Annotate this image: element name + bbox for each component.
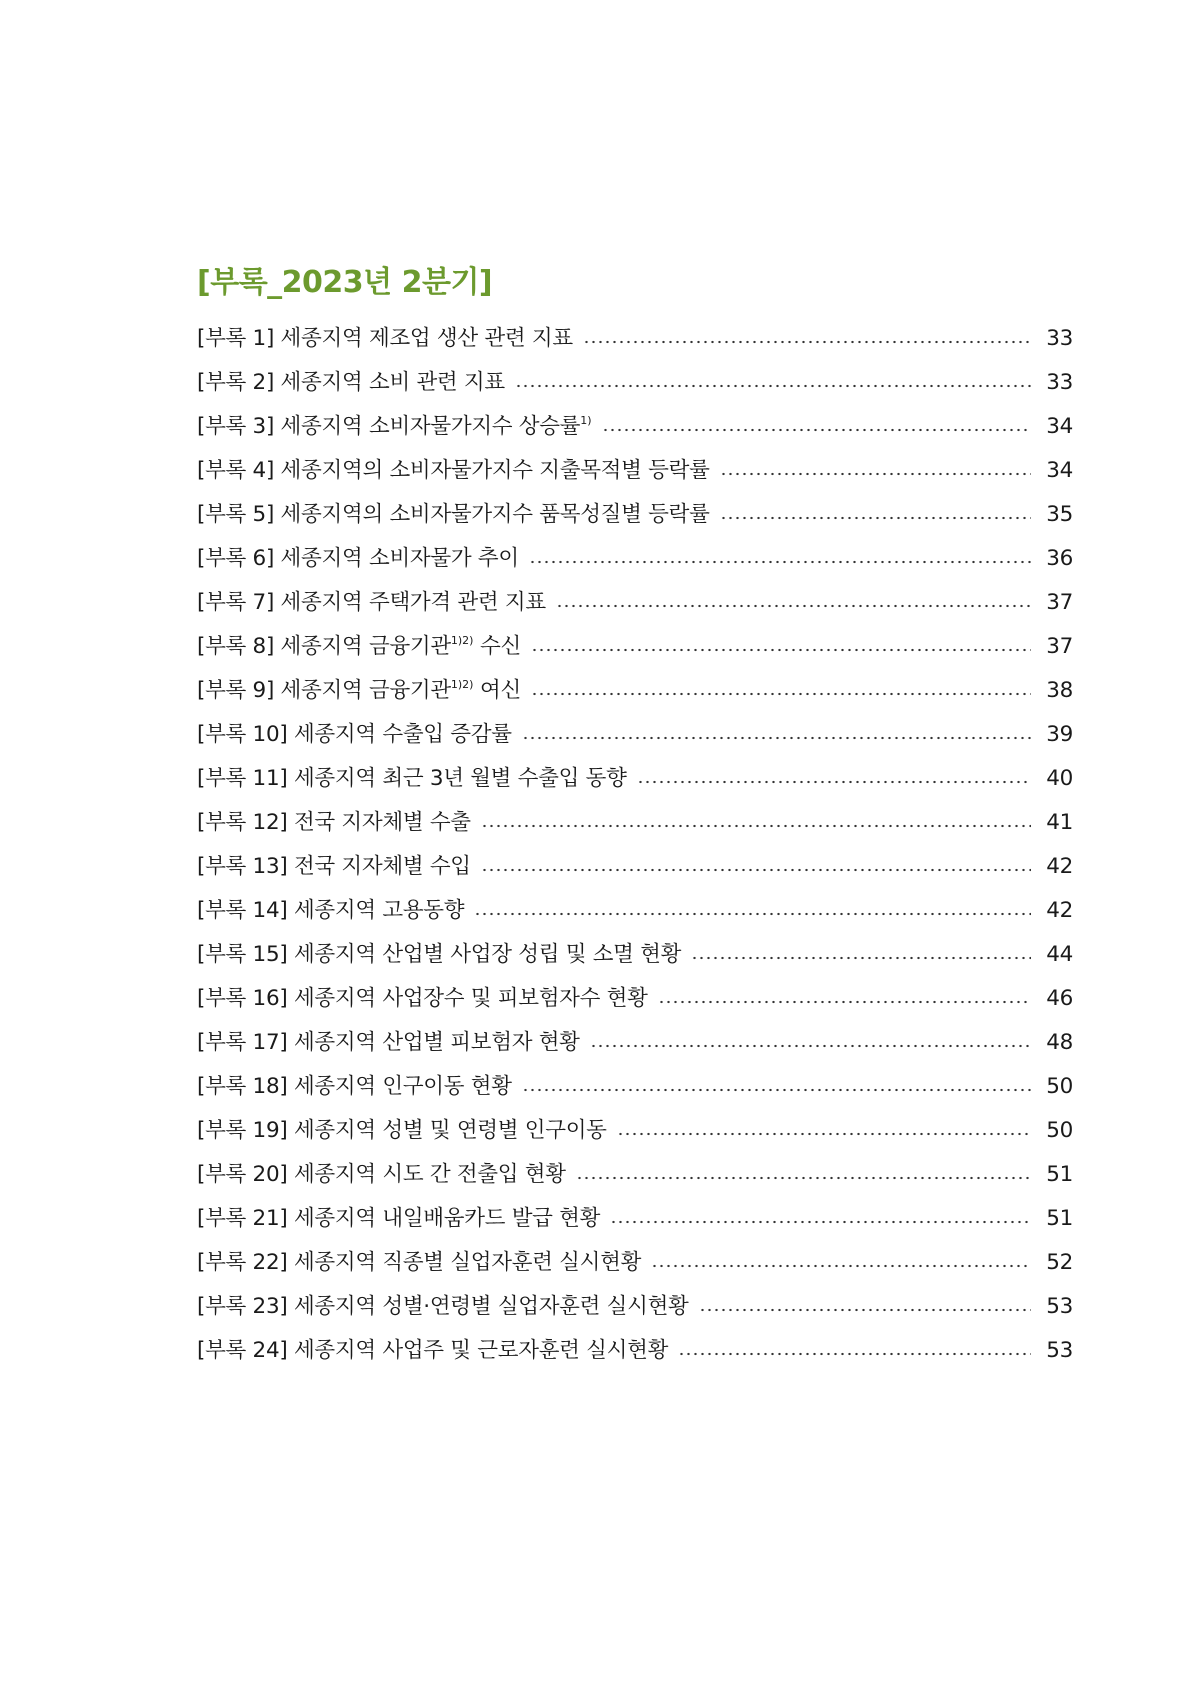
toc-page-number: 50 [1046,1118,1073,1143]
dot-leader [610,1220,1031,1224]
toc-entry-label [197,889,464,933]
toc-entry-title: [부록 11] 세종지역 최근 3년 월별 수출입 동향 [197,766,627,791]
toc-page-number: 36 [1046,546,1073,571]
toc-entry-label [197,757,627,801]
toc-entry-title: [부록 3] 세종지역 소비자물가지수 상승률 [197,414,581,439]
toc-entry[interactable] [197,581,1073,625]
toc-entry-title: [부록 21] 세종지역 내일배움카드 발급 현황 [197,1206,601,1231]
dot-leader [602,428,1032,432]
toc-page-number: 53 [1046,1294,1073,1319]
toc-entry[interactable] [197,1285,1073,1329]
toc-entry-label [197,1241,641,1285]
toc-entry-title: [부록 19] 세종지역 성별 및 연령별 인구이동 [197,1118,607,1143]
toc-entry-label [197,493,710,537]
toc-entry-title: [부록 23] 세종지역 성별·연령별 실업자훈련 실시현황 [197,1294,689,1319]
toc-entry[interactable] [197,977,1073,1021]
toc-entry[interactable] [197,361,1073,405]
dot-leader [720,472,1031,476]
toc-entry-title: [부록 14] 세종지역 고용동향 [197,898,465,923]
footnote-marker: 1)2) [450,678,474,691]
dot-leader [522,736,1031,740]
toc-page-number: 53 [1046,1338,1073,1363]
toc-page-number: 39 [1046,722,1073,747]
toc-entry[interactable] [197,801,1073,845]
toc-entry-label [197,1285,689,1329]
toc-entry-label [197,933,681,977]
toc-entry-title: [부록 16] 세종지역 사업장수 및 피보험자수 현황 [197,986,648,1011]
toc-entry-title: [부록 15] 세종지역 산업별 사업장 성립 및 소멸 현황 [197,942,682,967]
toc-page-number: 38 [1046,678,1073,703]
dot-leader [522,1088,1031,1092]
toc-entry-label [197,845,471,889]
dot-leader [529,560,1031,564]
toc-entry-title: [부록 1] 세종지역 제조업 생산 관련 지표 [197,326,573,351]
toc-entry-label [197,537,519,581]
toc-page-number: 44 [1046,942,1073,967]
toc-page-number: 51 [1046,1162,1073,1187]
toc-page-number: 41 [1046,810,1073,835]
toc-page-number: 42 [1046,898,1073,923]
dot-leader [556,604,1031,608]
dot-leader [583,340,1031,344]
toc-entry-label [197,977,648,1021]
dot-leader [481,824,1031,828]
toc-entry-label [197,449,710,493]
toc-entry-title: [부록 13] 전국 지자체별 수입 [197,854,471,879]
toc-page-number: 34 [1046,414,1073,439]
toc-entry[interactable] [197,1021,1073,1065]
toc-entry-label [197,1065,512,1109]
toc-entry-label [197,801,471,845]
toc-entry[interactable] [197,1241,1073,1285]
toc-entry[interactable] [197,449,1073,493]
toc-entry[interactable] [197,845,1073,889]
dot-leader [658,1000,1031,1004]
toc-page-number: 40 [1046,766,1073,791]
toc-entry-title-suffix: 여신 [473,678,521,703]
toc-page-number: 52 [1046,1250,1073,1275]
toc-entry[interactable] [197,1197,1073,1241]
dot-leader [720,516,1031,520]
toc-entry-label [197,625,521,669]
toc-entry-title: [부록 12] 전국 지자체별 수출 [197,810,471,835]
toc-entry-title: [부록 9] 세종지역 금융기관 [197,678,451,703]
toc-entry-label [197,1021,580,1065]
toc-entry-label [197,669,521,713]
toc-entry-label [197,1197,600,1241]
toc-entry[interactable] [197,889,1073,933]
toc-entry-label [197,1329,668,1373]
toc-entry[interactable] [197,713,1073,757]
toc-entry[interactable] [197,1153,1073,1197]
toc-entry[interactable] [197,1065,1073,1109]
toc-entry-label [197,317,573,361]
toc-entry-title: [부록 10] 세종지역 수출입 증감률 [197,722,512,747]
toc-page-number: 37 [1046,590,1073,615]
toc-entry-label [197,1153,566,1197]
toc-page-number: 37 [1046,634,1073,659]
dot-leader [691,956,1031,960]
toc-entry-title: [부록 4] 세종지역의 소비자물가지수 지출목적별 등락률 [197,458,710,483]
toc-entry-title: [부록 2] 세종지역 소비 관련 지표 [197,370,505,395]
toc-entry[interactable] [197,537,1073,581]
toc-entry[interactable] [197,1109,1073,1153]
toc-entry-title: [부록 8] 세종지역 금융기관 [197,634,451,659]
toc-list [197,317,1073,1373]
toc-entry-label [197,361,505,405]
dot-leader [651,1264,1031,1268]
dot-leader [617,1132,1031,1136]
toc-entry-label [197,405,592,449]
dot-leader [678,1352,1031,1356]
footnote-marker: 1)2) [450,634,474,647]
toc-entry[interactable] [197,933,1073,977]
toc-page-number: 33 [1046,370,1073,395]
dot-leader [515,384,1031,388]
dot-leader [699,1308,1031,1312]
toc-entry[interactable] [197,317,1073,361]
toc-page-number: 34 [1046,458,1073,483]
toc-entry[interactable] [197,493,1073,537]
dot-leader [576,1176,1031,1180]
toc-entry[interactable] [197,757,1073,801]
toc-entry-title: [부록 24] 세종지역 사업주 및 근로자훈련 실시현황 [197,1338,669,1363]
toc-entry-title: [부록 18] 세종지역 인구이동 현황 [197,1074,512,1099]
toc-entry-title: [부록 6] 세종지역 소비자물가 추이 [197,546,519,571]
toc-entry-title: [부록 22] 세종지역 직종별 실업자훈련 실시현황 [197,1250,642,1275]
toc-entry[interactable] [197,669,1073,713]
toc-entry[interactable] [197,625,1073,669]
toc-page-number: 48 [1046,1030,1073,1055]
toc-entry-label [197,713,512,757]
toc-page-number: 50 [1046,1074,1073,1099]
toc-entry-title: [부록 5] 세종지역의 소비자물가지수 품목성질별 등락률 [197,502,710,527]
toc-entry-label [197,581,546,625]
dot-leader [481,868,1031,872]
toc-entry-title: [부록 20] 세종지역 시도 간 전출입 현황 [197,1162,566,1187]
toc-page-number: 51 [1046,1206,1073,1231]
toc-page-number: 46 [1046,986,1073,1011]
toc-entry-title: [부록 17] 세종지역 산업별 피보험자 현황 [197,1030,580,1055]
toc-entry[interactable] [197,405,1073,449]
toc-entry[interactable] [197,1329,1073,1373]
toc-entry-title-suffix: 수신 [473,634,521,659]
toc-title: [부록_2023년 2분기] [197,265,493,300]
toc-entry-label [197,1109,607,1153]
toc-page-number: 33 [1046,326,1073,351]
toc-page-number: 42 [1046,854,1073,879]
dot-leader [531,692,1031,696]
footnote-marker: 1) [580,414,592,427]
dot-leader [637,780,1031,784]
dot-leader [474,912,1031,916]
dot-leader [590,1044,1031,1048]
toc-entry-title: [부록 7] 세종지역 주택가격 관련 지표 [197,590,546,615]
toc-page-number: 35 [1046,502,1073,527]
dot-leader [531,648,1031,652]
